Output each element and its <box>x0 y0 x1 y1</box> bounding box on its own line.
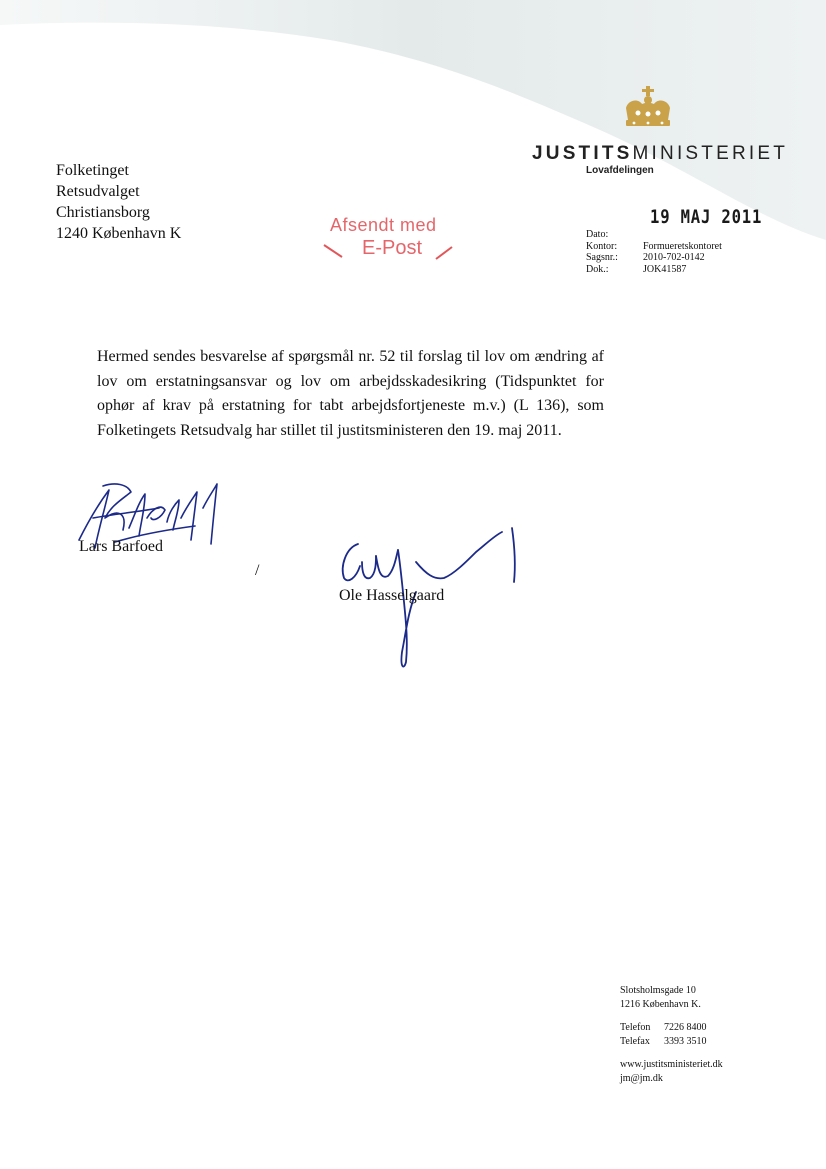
meta-value: Formueretskontoret <box>643 240 722 252</box>
footer-phone <box>620 1021 723 1035</box>
meta-row-document <box>586 264 722 276</box>
case-meta <box>586 229 722 275</box>
crown-logo <box>620 86 676 136</box>
meta-value: JOK41587 <box>643 263 687 275</box>
ministry-name <box>532 143 788 165</box>
meta-row-case-number <box>586 252 722 264</box>
date-stamp: 19 MAJ 2011 <box>650 206 763 228</box>
recipient-line: Retsudvalget <box>56 183 140 200</box>
stamp-line-2: E-Post <box>362 237 423 259</box>
fax-number: 3393 3510 <box>664 1035 707 1047</box>
department-name: Lovafdelingen <box>586 165 654 176</box>
signatory-name-1: Lars Barfoed <box>79 538 163 555</box>
meta-key: Dok.: <box>586 263 609 275</box>
footer-fax <box>620 1035 723 1049</box>
signatory-name-2: Ole Hasselgaard <box>339 587 445 604</box>
meta-key: Dato: <box>586 229 609 240</box>
meta-key: Sagsnr.: <box>586 252 618 263</box>
recipient-line: 1240 København K <box>56 225 182 242</box>
footer-city: 1216 København K. <box>620 998 701 1010</box>
meta-key: Kontor: <box>586 240 618 252</box>
ministry-name-strong: JUSTITS <box>532 143 633 164</box>
fax-label: Telefax <box>620 1035 650 1047</box>
phone-label: Telefon <box>620 1022 651 1033</box>
footer-street: Slotsholmsgade 10 <box>620 985 696 996</box>
sent-by-email-stamp <box>318 215 473 270</box>
meta-row-date <box>586 229 722 241</box>
recipient-address <box>56 160 181 244</box>
meta-row-office <box>586 241 722 253</box>
recipient-line: Folketinget <box>56 162 129 179</box>
sender-contact-footer <box>620 984 723 1085</box>
recipient-line: Christiansborg <box>56 204 150 221</box>
stamp-line-1: Afsendt med <box>330 215 437 235</box>
phone-number: 7226 8400 <box>664 1022 707 1033</box>
footer-email-link[interactable]: jm@jm.dk <box>620 1072 663 1084</box>
letter-body: Hermed sendes besvarelse af spørgsmål nr. 52 til forslag til lov om ændring af lov om erstatningsansvar og lov om arbejdsskadesikring (Tidspunktet for ophør af krav på erstatning for tabt arbejdsfortjeneste m.v.) (L 136), som Folketingets Retsudvalg har stillet til justitsministeren den 19. maj 2011. <box>97 348 604 439</box>
ministry-name-light: MINISTERIET <box>632 143 789 164</box>
signature-separator: / <box>255 562 260 579</box>
footer-web-link[interactable]: www.justitsministeriet.dk <box>620 1059 723 1070</box>
meta-value: 2010-702-0142 <box>643 252 705 263</box>
